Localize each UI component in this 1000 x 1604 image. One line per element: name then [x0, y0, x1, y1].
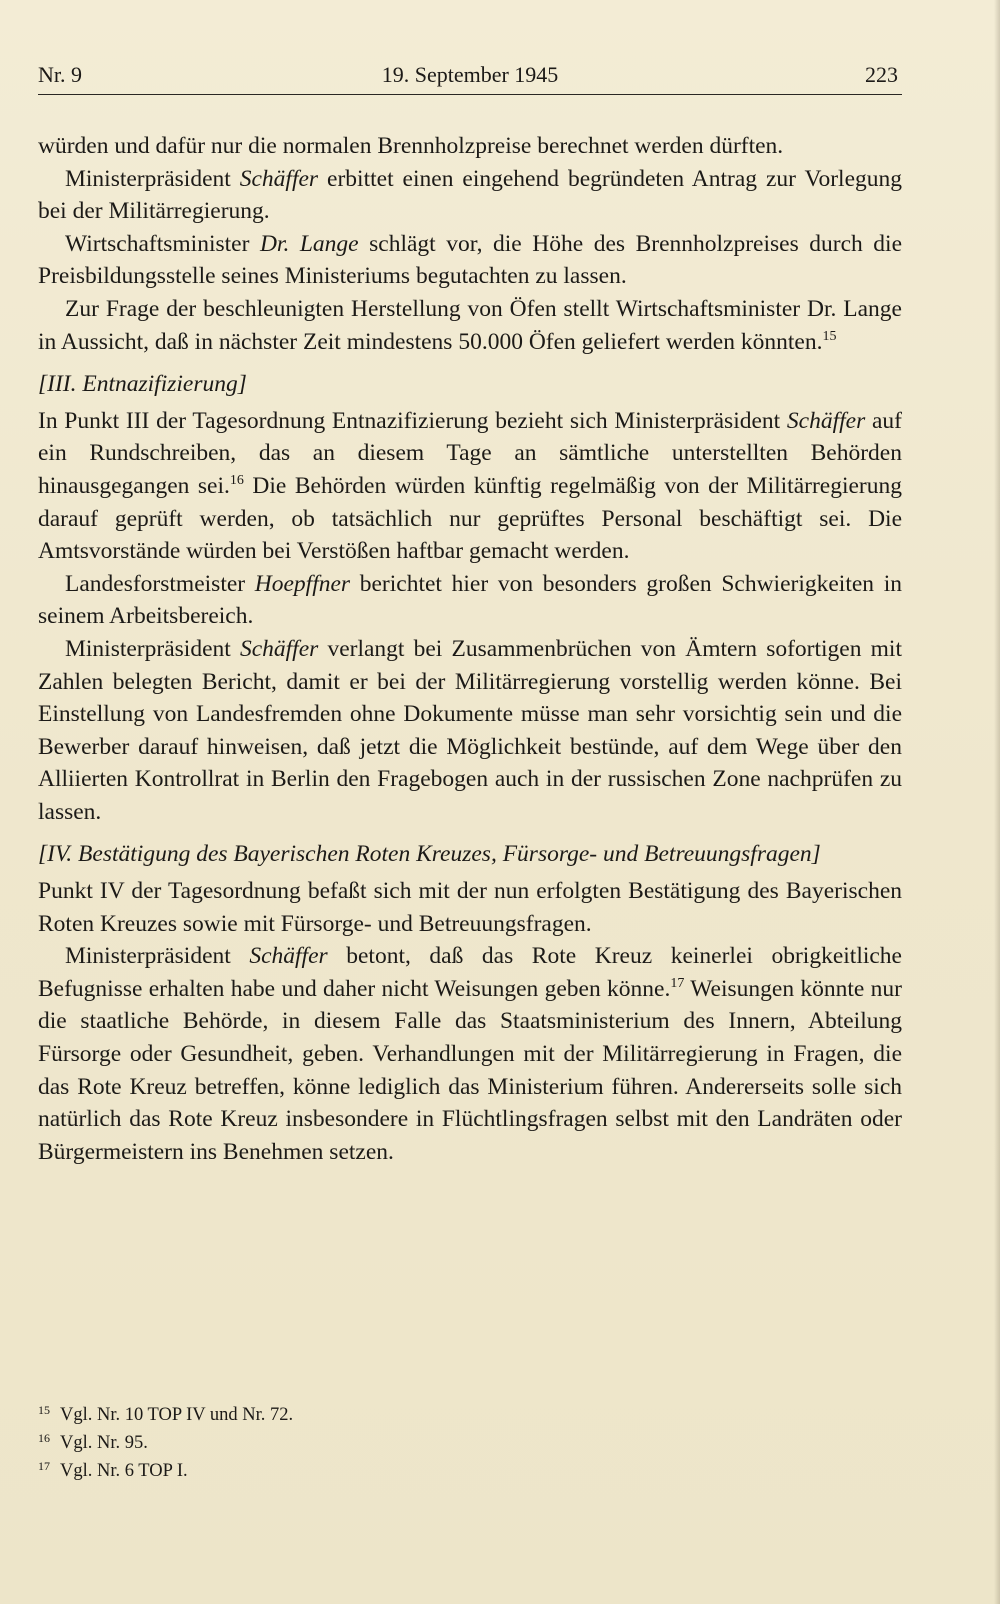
footnote-number: 15 — [38, 1403, 50, 1417]
issue-number: Nr. 9 — [38, 62, 82, 87]
footnote-number: 17 — [38, 1459, 50, 1473]
paragraph-8: Punkt IV der Tagesordnung befaßt sich mit der nun erfolgten Bestätigung des Bayerischen Roten Kreuzes sowie mit Fürsorge- und Betreuungsfragen. — [38, 878, 902, 937]
paragraph-6: Landesforstmeister Hoepffner berichtet hier von besonders großen Schwierigkeiten in seinem Arbeitsbereich. — [38, 570, 902, 630]
footnote-text: Vgl. Nr. 10 TOP IV und Nr. 72. — [60, 1405, 294, 1425]
body-text — [38, 130, 902, 1168]
person-name: Schäffer — [239, 635, 319, 662]
running-header — [38, 58, 902, 95]
paragraph-2: Ministerpräsident Schäffer erbittet einen eingehend begründeten Antrag zur Vorlegung bei der Militärregierung. — [38, 165, 902, 225]
person-name: Schäffer — [249, 943, 328, 970]
footnotes — [38, 1402, 902, 1486]
person-name: Dr. Lange — [259, 230, 359, 257]
footnote-16 — [38, 1430, 902, 1458]
person-name: Hoepffner — [254, 570, 351, 597]
footnote-number: 16 — [38, 1431, 50, 1445]
paragraph-5: In Punkt III der Tagesordnung Entnazifizierung bezieht sich Ministerpräsident Schäffer auf ein Rundschreiben, das an diesem Tage an sämtliche unterstellten Behörden hinausgegangen sei.$^{16}$ Die Behörden würden künftig regelmäßig von der Militärregierung darauf geprüft werden, ob tatsächlich nur geprüftes Personal beschäftigt sei. Die Amtsvorstände würden bei Verstößen haftbar gemacht werden. — [38, 407, 902, 565]
footnote-ref-16: 16 — [229, 472, 244, 488]
paragraph-7: Ministerpräsident Schäffer verlangt bei Zusammenbrüchen von Ämtern sofortigen mit Zahlen belegten Bericht, damit er bei der Militärregierung vorstellig werden könne. Bei Einstellung von Landesfremden ohne Dokumente müsse man sehr vorsichtig sein und die Bewerber darauf hinweisen, daß jetzt die Möglichkeit bestünde, auf dem Wege über den Alliierten Kontrollrat in Berlin den Fragebogen auch in der russischen Zone nachprüfen zu lassen. — [38, 635, 902, 825]
paragraph-3: Wirtschaftsminister Dr. Lange schlägt vor, die Höhe des Brennholzpreises durch die Preisbildungsstelle seines Ministeriums begutachten zu lassen. — [38, 230, 902, 290]
header-date: 19. September 1945 — [381, 62, 559, 87]
footnote-ref-17: 17 — [670, 975, 685, 991]
footnote-17 — [38, 1458, 902, 1486]
page-number: 223 — [865, 62, 898, 87]
footnote-text: Vgl. Nr. 6 TOP I. — [60, 1461, 188, 1481]
paragraph-1: würden und dafür nur die normalen Brennholzpreise berechnet werden dürften. — [38, 133, 784, 159]
paragraph-9: Ministerpräsident Schäffer betont, daß das Rote Kreuz keinerlei obrigkeitliche Befugnisse erhalten habe und daher nicht Weisungen geben könne.$^{17}$ Weisungen könnte nur die staatliche Behörde, in diesem Falle das Staatsministerium des Innern, Abteilung Fürsorge oder Gesundheit, geben. Verhandlungen mit der Militärregierung in Fragen, die das Rote Kreuz betreffen, könne lediglich das Ministerium führen. Andererseits solle sich natürlich das Rote Kreuz insbesondere in Flüchtlingsfragen selbst mit den Landräten oder Bürgermeistern ins Benehmen setzen. — [38, 943, 902, 1165]
footnote-15 — [38, 1402, 902, 1430]
footnote-ref-15: 15 — [822, 328, 837, 344]
section-heading-iii: [III. Entnazifizierung] — [38, 371, 247, 398]
paragraph-4: Zur Frage der beschleunigten Herstellung von Öfen stellt Wirtschaftsminister Dr. Lange in Aussicht, daß in nächster Zeit mindestens 50.000 Öfen geliefert werden könnten.$^{15}$ — [38, 295, 902, 355]
person-name: Schäffer — [786, 407, 866, 434]
person-name: Schäffer — [239, 165, 319, 192]
footnote-text: Vgl. Nr. 95. — [60, 1433, 148, 1453]
section-heading-iv: [IV. Bestätigung des Bayerischen Roten Kreuzes, Fürsorge- und Betreuungsfragen] — [38, 841, 821, 868]
